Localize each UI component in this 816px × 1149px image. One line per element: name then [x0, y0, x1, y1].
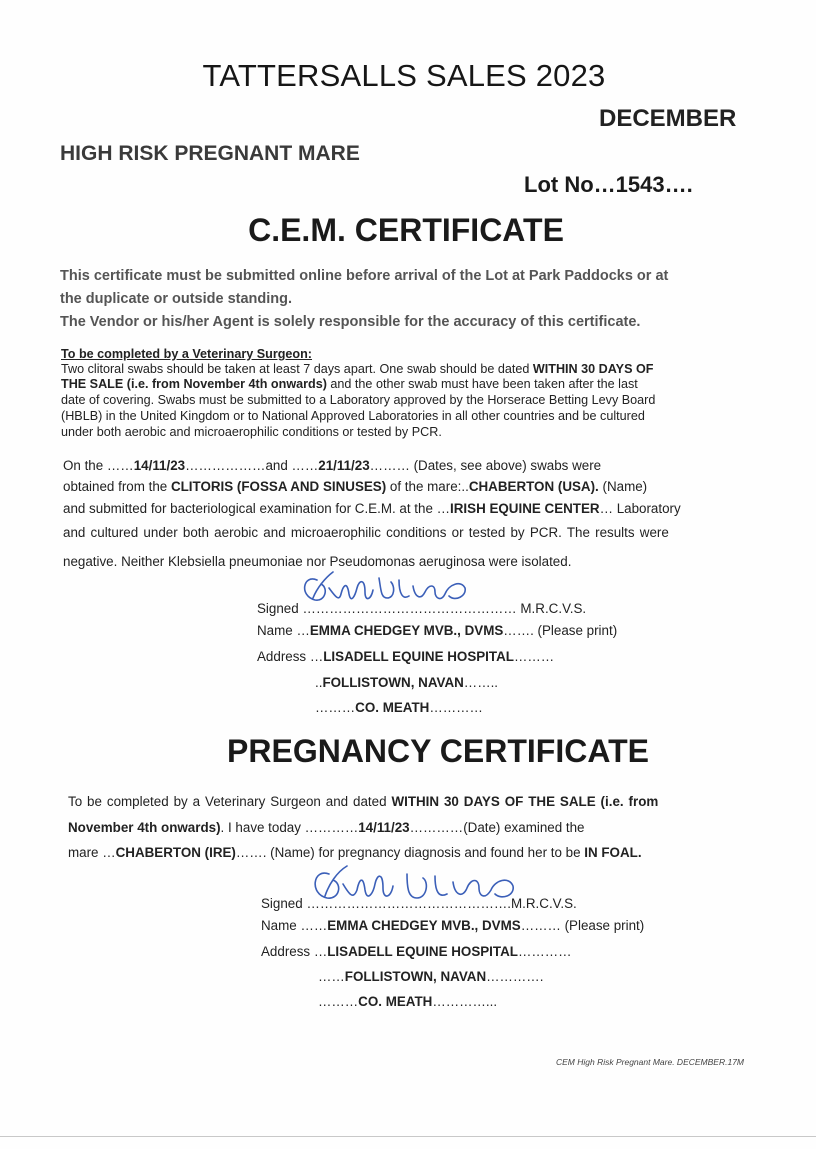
text: ………: [513, 649, 555, 664]
vet-name: EMMA CHEDGEY MVB., DVMS: [327, 918, 521, 933]
results-line: negative. Neither Klebsiella pneumoniae nor Pseudomonas aeruginosa were isolated.: [63, 554, 572, 569]
text: Signed: [257, 601, 299, 616]
sale-month: DECEMBER: [599, 105, 737, 132]
lot-number: Lot No…1543….: [524, 172, 693, 197]
swab-site: CLITORIS (FOSSA AND SINUSES): [170, 479, 387, 494]
text: ………………and ……: [185, 458, 319, 473]
text: ………….: [486, 969, 544, 984]
instructions-line1: [61, 362, 653, 376]
document-title: TATTERSALLS SALES 2023: [202, 58, 606, 93]
text: Name …: [257, 623, 310, 638]
text: (Name): [598, 479, 648, 494]
text: …………...: [432, 994, 498, 1009]
address-3: CO. MEATH: [355, 700, 430, 715]
text: ………: [315, 700, 356, 715]
vet-signature-1: [295, 566, 495, 618]
address-2: FOLLISTOWN, NAVAN: [322, 675, 464, 690]
text: of the mare:..: [386, 479, 469, 494]
text: …………: [517, 944, 572, 959]
text: Address …: [257, 649, 324, 664]
text-bold: THE SALE (i.e. from November 4th onwards): [61, 377, 327, 391]
name-line: [257, 623, 617, 638]
text: …………(Date) examined the: [409, 820, 585, 835]
text: ..: [315, 675, 323, 690]
address-3: CO. MEATH: [358, 994, 433, 1009]
instructions-line3: date of covering. Swabs must be submitted to a Laboratory approved by the Horserace Betting Levy Board: [61, 393, 656, 407]
pregnancy-certificate-title: PREGNANCY CERTIFICATE: [227, 733, 649, 769]
pregnancy-line1: [68, 794, 658, 809]
responsibility-notice: The Vendor or his/her Agent is solely responsible for the accuracy of this certificate.: [60, 314, 641, 330]
form-reference: CEM High Risk Pregnant Mare. DECEMBER.17M: [556, 1057, 745, 1067]
mare-name: CHABERTON (USA).: [468, 479, 599, 494]
laboratory-line: [63, 501, 681, 516]
text: mare …: [68, 845, 116, 860]
address-line1: [261, 944, 572, 959]
address-line2: [318, 969, 543, 984]
swab-site-line: [63, 479, 647, 494]
address-line2: [315, 675, 498, 690]
text: ………: [318, 994, 359, 1009]
text: obtained from the: [63, 479, 171, 494]
exam-date: 14/11/23: [358, 820, 410, 835]
text: … Laboratory: [599, 501, 681, 516]
text: Signed: [261, 896, 303, 911]
swab-dates-line: [63, 458, 601, 473]
vet-signature-2: [303, 860, 543, 916]
text: ……: [318, 969, 345, 984]
submission-notice-line2: the duplicate or outside standing.: [60, 291, 293, 307]
text: On the ……: [63, 458, 134, 473]
culture-line: and cultured under both aerobic and microaerophilic conditions or tested by PCR. The results were: [63, 525, 669, 540]
instructions-line5: under both aerobic and microaerophilic conditions or tested by PCR.: [61, 425, 442, 439]
pregnancy-line3: [68, 845, 642, 860]
cem-certificate-title: C.E.M. CERTIFICATE: [248, 212, 564, 248]
text: and submitted for bacteriological examination for C.E.M. at the …: [63, 501, 451, 516]
mare-name: CHABERTON (IRE): [115, 845, 236, 860]
text: ……… (Dates, see above) swabs were: [369, 458, 602, 473]
vet-name: EMMA CHEDGEY MVB., DVMS: [309, 623, 504, 638]
name-line: [261, 918, 644, 933]
address-line3: [318, 994, 497, 1009]
text-bold: WITHIN 30 DAYS OF: [532, 362, 654, 376]
scan-edge-line: [0, 1136, 816, 1137]
address-line1: [257, 649, 554, 664]
vet-heading: To be completed by a Veterinary Surgeon:: [61, 347, 313, 361]
text: ……. (Please print): [503, 623, 618, 638]
text: ……..: [463, 675, 499, 690]
text: ……… (Please print): [520, 918, 645, 933]
instructions-line4: (HBLB) in the United Kingdom or to National Approved Laboratories in all other countries and be cultured: [61, 409, 645, 423]
laboratory-name: IRISH EQUINE CENTER: [450, 501, 600, 516]
text: ……. (Name) for pregnancy diagnosis and found her to be: [235, 845, 585, 860]
swab-date-1: 14/11/23: [133, 458, 186, 473]
submission-notice-line1: This certificate must be submitted online before arrival of the Lot at Park Paddocks or at: [60, 268, 669, 284]
text-bold: November 4th onwards): [68, 820, 221, 835]
address-1: LISADELL EQUINE HOSPITAL: [327, 944, 518, 959]
text: and the other swab must have been taken after the last: [326, 377, 638, 391]
text: …………: [429, 700, 483, 715]
address-line3: [315, 700, 483, 715]
text: Two clitoral swabs should be taken at least 7 days apart. One swab should be dated: [61, 362, 533, 376]
text: Address …: [261, 944, 328, 959]
text: To be completed by a Veterinary Surgeon and dated: [68, 794, 392, 809]
text: ………………………………………… M.R.C.V.S.: [302, 601, 587, 616]
pregnancy-line2: [68, 820, 585, 835]
text: ……………………………………….M.R.C.V.S.: [306, 896, 577, 911]
address-1: LISADELL EQUINE HOSPITAL: [323, 649, 514, 664]
text: . I have today …………: [220, 820, 359, 835]
mare-category: HIGH RISK PREGNANT MARE: [60, 142, 360, 165]
text-bold: WITHIN 30 DAYS OF THE SALE (i.e. from: [391, 794, 659, 809]
instructions-line2: [61, 377, 638, 391]
text: Name ……: [261, 918, 328, 933]
pregnancy-result: IN FOAL.: [584, 845, 642, 860]
swab-date-2: 21/11/23: [318, 458, 370, 473]
address-2: FOLLISTOWN, NAVAN: [344, 969, 487, 984]
